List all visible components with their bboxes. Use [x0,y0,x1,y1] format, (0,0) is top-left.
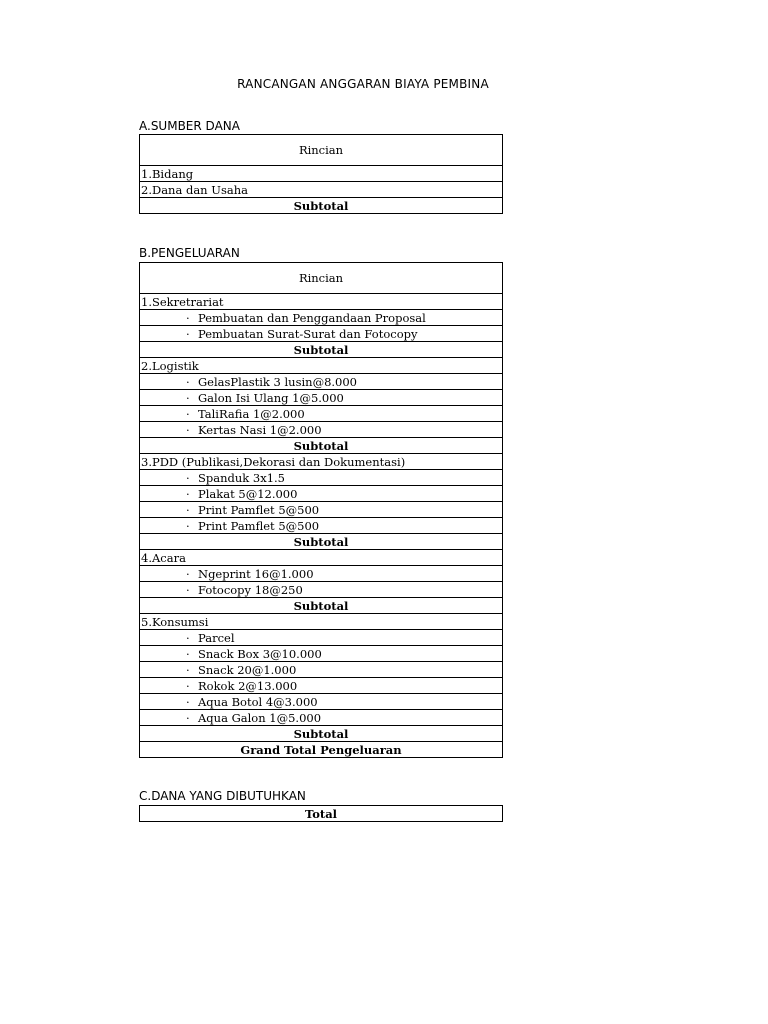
line-item-cell [140,646,503,662]
category-cell: 2.Dana dan Usaha [140,182,503,198]
line-item-cell [140,582,503,598]
bullet-icon: · [186,694,190,709]
table-row [140,694,503,710]
subtotal-cell: Total [140,806,503,822]
bullet-icon: · [186,518,190,533]
line-item-text: Galon Isi Ulang 1@5.000 [198,390,344,405]
line-item-text: Aqua Galon 1@5.000 [198,710,322,725]
table-row [140,502,503,518]
bullet-icon: · [186,422,190,437]
subtotal-cell: Subtotal [140,534,503,550]
category-cell: 5.Konsumsi [140,614,503,630]
bullet-icon: · [186,486,190,501]
category-cell: 3.PDD (Publikasi,Dekorasi dan Dokumentasi) [140,454,503,470]
table-row [140,566,503,582]
line-item-text: Snack Box 3@10.000 [198,646,322,661]
line-item-text: Print Pamflet 5@500 [198,518,320,533]
bullet-icon: · [186,406,190,421]
table-row [140,662,503,678]
line-item-cell [140,678,503,694]
bullet-icon: · [186,502,190,517]
subtotal-cell: Subtotal [140,198,503,214]
section-b-heading: B.PENGELUARAN [139,246,240,260]
document-title: RANCANGAN ANGGARAN BIAYA PEMBINA [237,77,489,91]
subtotal-cell: Grand Total Pengeluaran [140,742,503,758]
table-row [140,310,503,326]
bullet-icon: · [186,374,190,389]
bullet-icon: · [186,326,190,341]
line-item-cell [140,502,503,518]
line-item-cell [140,310,503,326]
table-row [140,806,503,822]
table-row [140,742,503,758]
table-row [140,550,503,566]
subtotal-cell: Subtotal [140,438,503,454]
line-item-text: Rokok 2@13.000 [198,678,298,693]
line-item-text: Kertas Nasi 1@2.000 [198,422,322,437]
line-item-text: GelasPlastik 3 lusin@8.000 [198,374,357,389]
line-item-text: Snack 20@1.000 [198,662,297,677]
section-c-heading: C.DANA YANG DIBUTUHKAN [139,789,306,803]
subtotal-cell: Subtotal [140,726,503,742]
table-row [140,614,503,630]
sumber-dana-table [139,134,503,214]
line-item-cell [140,486,503,502]
line-item-text: TaliRafia 1@2.000 [198,406,305,421]
table-row [140,182,503,198]
line-item-cell [140,422,503,438]
table-header: Rincian [140,263,503,294]
subtotal-cell: Subtotal [140,598,503,614]
table-row [140,470,503,486]
table-row [140,342,503,358]
table-row [140,630,503,646]
section-a-heading: A.SUMBER DANA [139,119,240,133]
table-row [140,518,503,534]
line-item-cell [140,518,503,534]
table-row [140,198,503,214]
line-item-cell [140,566,503,582]
table-row [140,326,503,342]
table-header: Rincian [140,135,503,166]
line-item-cell [140,406,503,422]
category-cell: 1.Sekretrariat [140,294,503,310]
bullet-icon: · [186,678,190,693]
line-item-text: Spanduk 3x1.5 [198,470,285,485]
pengeluaran-table [139,262,503,758]
line-item-cell [140,390,503,406]
bullet-icon: · [186,390,190,405]
table-row [140,374,503,390]
line-item-cell [140,374,503,390]
table-row [140,438,503,454]
subtotal-cell: Subtotal [140,342,503,358]
bullet-icon: · [186,582,190,597]
table-row [140,598,503,614]
line-item-text: Ngeprint 16@1.000 [198,566,314,581]
bullet-icon: · [186,310,190,325]
table-row [140,534,503,550]
table-row [140,678,503,694]
bullet-icon: · [186,662,190,677]
line-item-cell [140,630,503,646]
line-item-text: Fotocopy 18@250 [198,582,303,597]
line-item-cell [140,710,503,726]
bullet-icon: · [186,710,190,725]
table-row [140,422,503,438]
category-cell: 2.Logistik [140,358,503,374]
line-item-text: Print Pamflet 5@500 [198,502,320,517]
category-cell: 4.Acara [140,550,503,566]
table-row [140,166,503,182]
line-item-cell [140,470,503,486]
line-item-text: Parcel [198,630,235,645]
table-row [140,294,503,310]
line-item-text: Pembuatan dan Penggandaan Proposal [198,310,426,325]
line-item-cell [140,326,503,342]
table-row [140,406,503,422]
table-row [140,582,503,598]
line-item-text: Plakat 5@12.000 [198,486,298,501]
line-item-cell [140,694,503,710]
table-row [140,358,503,374]
table-row [140,454,503,470]
table-row [140,486,503,502]
table-row [140,710,503,726]
line-item-text: Pembuatan Surat-Surat dan Fotocopy [198,326,418,341]
bullet-icon: · [186,646,190,661]
category-cell: 1.Bidang [140,166,503,182]
table-row [140,646,503,662]
dana-dibutuhkan-table [139,805,503,822]
table-row [140,726,503,742]
table-row [140,390,503,406]
line-item-cell [140,662,503,678]
line-item-text: Aqua Botol 4@3.000 [198,694,318,709]
bullet-icon: · [186,470,190,485]
bullet-icon: · [186,630,190,645]
bullet-icon: · [186,566,190,581]
